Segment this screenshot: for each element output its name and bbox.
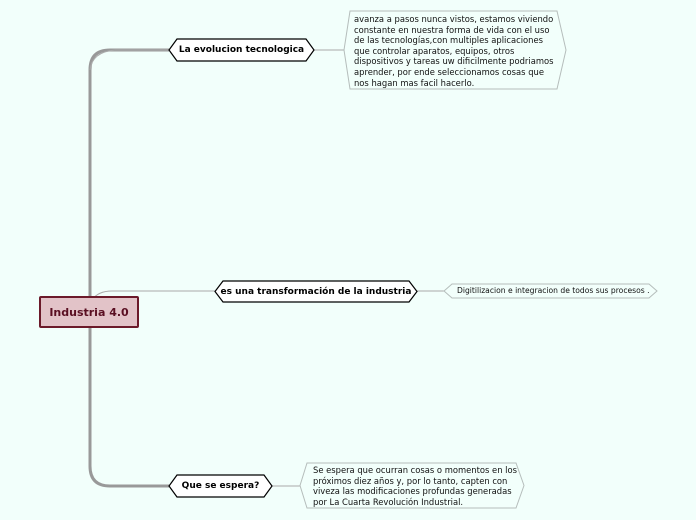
note-transformacion[interactable]: Digitilizacion e integracion de todos sus procesos .: [457, 286, 650, 295]
trunk-connector: [90, 50, 169, 486]
topic-transformacion-industria[interactable]: es una transformación de la industria: [220, 286, 412, 297]
note-evolucion[interactable]: avanza a pasos nunca vistos, estamos viviendo constante en nuestra forma de vida con el uso de las tecnologías,con multiples aplicaciones que controlar aparatos, equipos, otros dispositivos y tareas uw dificilmente podriamos aprender, por ende seleccionamos cosas que nos hagan mas facil hacerlo.: [354, 14, 554, 88]
note-que-se-espera[interactable]: Se espera que ocurran cosas o momentos en los próximos diez años y, por lo tanto, capten con viveza las modificaciones profundas generadas por La Cuarta Revolución Industrial.: [313, 465, 517, 507]
central-topic[interactable]: Industria 4.0: [39, 296, 139, 328]
topic-evolucion-tecnologica[interactable]: La evolucion tecnologica: [178, 45, 305, 55]
topic-que-se-espera[interactable]: Que se espera?: [181, 481, 260, 491]
